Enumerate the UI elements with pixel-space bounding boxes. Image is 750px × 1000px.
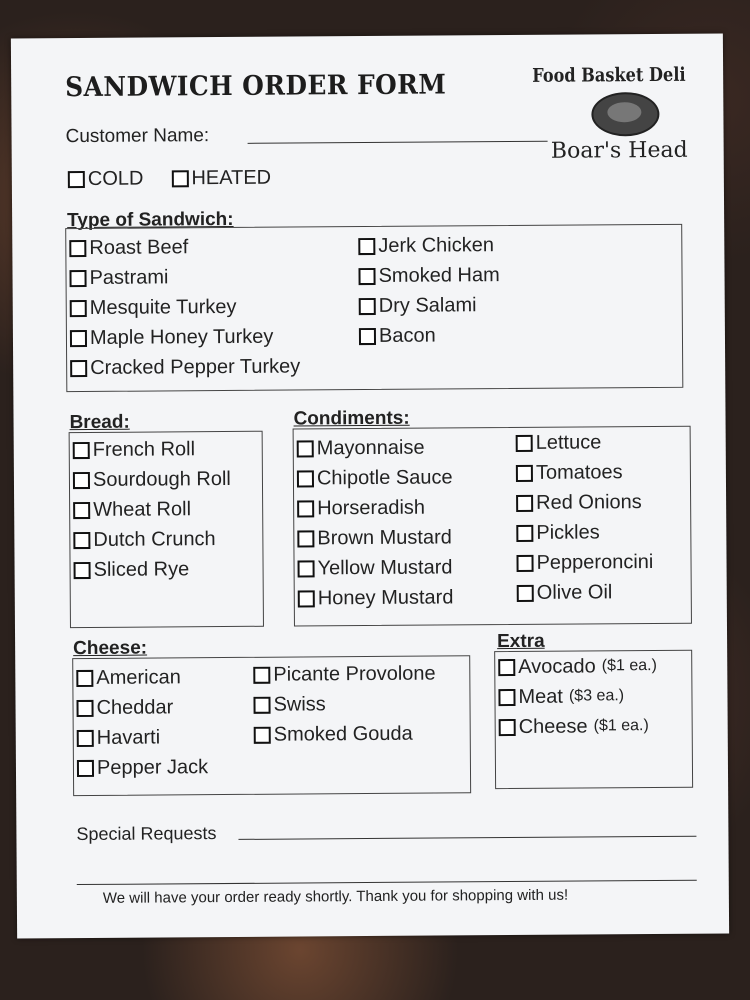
extra-panel [494,650,693,789]
price-label: ($1 ea.) [593,717,649,735]
checkbox-icon [359,327,376,344]
checkbox-icon [358,237,375,254]
checkbox-label: French Roll [92,437,196,461]
checkbox-icon [69,239,86,256]
checkbox-label: American [96,665,181,689]
checkbox-icon [73,531,90,548]
checkbox-wheat-roll[interactable] [73,494,231,525]
checkbox-bacon[interactable] [359,320,500,351]
checkbox-icon [77,729,94,746]
cheese-panel [72,655,471,796]
cheese-col1 [76,662,208,783]
checkbox-dutch-crunch[interactable] [73,524,231,555]
temperature-options [68,163,271,194]
checkbox-icon [76,699,93,716]
condiments-panel [293,426,692,627]
checkbox-icon [516,554,533,571]
checkbox-icon [498,658,515,675]
checkbox-icon [298,560,315,577]
checkbox-meat[interactable] [498,681,657,712]
checkbox-brown-mustard[interactable] [297,522,453,553]
checkbox-icon [498,688,515,705]
checkbox-icon [516,524,533,541]
price-label: ($3 ea.) [568,687,625,705]
checkbox-label: Swiss [273,692,326,716]
checkbox-honey-mustard[interactable] [298,582,454,613]
checkbox-heated[interactable] [171,163,271,194]
checkbox-roast-beef[interactable] [69,231,299,263]
customer-name-field[interactable] [248,141,548,144]
checkbox-label: Honey Mustard [317,585,454,609]
checkbox-maple-honey-turkey[interactable] [70,321,300,353]
checkbox-icon [516,434,533,451]
sandwich-panel [65,224,683,392]
checkbox-olive-oil[interactable] [517,577,654,608]
checkbox-label: Red Onions [536,490,642,514]
order-form-paper [11,34,729,939]
checkbox-havarti[interactable] [77,722,208,753]
checkbox-icon [73,471,90,488]
sandwich-col2 [358,230,500,351]
checkbox-horseradish[interactable] [297,492,453,523]
checkbox-french-roll[interactable] [73,434,231,465]
form-title: SANDWICH ORDER FORM [65,69,447,104]
checkbox-label: HEATED [191,166,272,189]
checkbox-icon [76,669,93,686]
checkbox-pepperoncini[interactable] [516,547,653,578]
checkbox-icon [359,297,376,314]
checkbox-label: Pepperoncini [536,550,654,574]
boars-head-logo-text: Boar's Head [550,137,688,164]
checkbox-label: Lettuce [535,430,602,454]
checkbox-mayonnaise[interactable] [297,432,453,463]
checkbox-icon [253,696,270,713]
checkbox-cheddar[interactable] [76,692,207,723]
bread-panel [69,431,264,628]
checkbox-icon [70,299,87,316]
checkbox-picante-provolone[interactable] [253,659,436,690]
checkbox-icon [358,267,375,284]
checkbox-smoked-ham[interactable] [358,260,499,291]
bread-section-title: Bread: [69,411,130,434]
checkbox-label: Bacon [378,324,436,347]
checkbox-cheese-extra[interactable] [499,711,658,742]
checkbox-cracked-pepper-turkey[interactable] [70,351,300,383]
checkbox-pepper-jack[interactable] [77,752,208,783]
checkbox-label: Meat [518,685,564,708]
checkbox-icon [171,170,188,187]
special-requests-field-line2[interactable] [77,880,697,885]
checkbox-icon [73,501,90,518]
checkbox-label: Mayonnaise [316,436,425,459]
checkbox-label: Tomatoes [535,460,623,484]
sandwich-col1 [69,231,300,383]
checkbox-jerk-chicken[interactable] [358,230,499,261]
checkbox-label: Cracked Pepper Turkey [90,354,301,379]
checkbox-label: Chipotle Sauce [316,465,453,489]
checkbox-sourdough-roll[interactable] [73,464,231,495]
checkbox-icon [499,718,516,735]
checkbox-icon [253,666,270,683]
checkbox-label: Dutch Crunch [93,527,216,551]
checkbox-icon [69,269,86,286]
checkbox-icon [77,759,94,776]
checkbox-label: Mesquite Turkey [89,295,237,319]
checkbox-label: Havarti [96,725,161,749]
checkbox-icon [70,359,87,376]
checkbox-icon [517,584,534,601]
checkbox-label: Cheddar [96,695,174,719]
checkbox-label: Sliced Rye [93,557,190,581]
checkbox-label: Dry Salami [378,293,477,317]
checkbox-icon [297,440,314,457]
checkbox-tomatoes[interactable] [516,457,653,488]
condiments-col2 [516,427,654,608]
footer-message: We will have your order ready shortly. Thank you for shopping with us! [102,886,569,907]
extra-list [498,651,657,742]
sandwich-section-title: Type of Sandwich: [67,208,234,232]
extra-section-title: Extra [497,630,545,653]
boars-head-logo-icon [591,92,659,136]
checkbox-label: Jerk Chicken [378,233,495,257]
checkbox-label: Cheese [518,714,588,738]
checkbox-label: Maple Honey Turkey [89,325,274,349]
checkbox-icon [297,530,314,547]
checkbox-icon [70,329,87,346]
checkbox-smoked-gouda[interactable] [254,719,437,750]
checkbox-label: Smoked Ham [378,263,500,287]
condiments-col1 [297,432,454,613]
checkbox-avocado[interactable] [498,651,657,682]
checkbox-icon [298,590,315,607]
checkbox-lettuce[interactable] [516,427,653,458]
checkbox-icon [68,170,85,187]
checkbox-yellow-mustard[interactable] [297,552,453,583]
checkbox-red-onions[interactable] [516,487,653,518]
checkbox-mesquite-turkey[interactable] [70,291,300,323]
checkbox-icon [297,500,314,517]
checkbox-label: Pepper Jack [96,755,209,779]
checkbox-label: Avocado [518,654,596,678]
checkbox-icon [516,494,533,511]
cheese-col2 [253,659,436,750]
checkbox-label: Smoked Gouda [273,722,413,746]
checkbox-pastrami[interactable] [69,261,299,293]
checkbox-icon [74,561,91,578]
checkbox-label: Sourdough Roll [92,467,231,491]
checkbox-label: Olive Oil [536,580,613,604]
bread-list [73,434,232,585]
checkbox-label: Brown Mustard [317,525,452,549]
checkbox-dry-salami[interactable] [359,290,500,321]
checkbox-label: Horseradish [317,496,426,519]
checkbox-cold[interactable] [68,164,144,195]
deli-logo-text: Food Basket Deli [531,63,686,87]
checkbox-american[interactable] [76,662,207,693]
checkbox-label: Picante Provolone [273,662,436,686]
customer-name-label: Customer Name: [65,125,210,148]
special-requests-field[interactable] [238,836,696,840]
condiments-section-title: Condiments: [293,407,410,430]
checkbox-label: Roast Beef [89,235,189,259]
checkbox-label: Wheat Roll [93,497,192,521]
checkbox-sliced-rye[interactable] [73,554,231,585]
checkbox-icon [254,726,271,743]
special-requests-label: Special Requests [76,823,217,845]
checkbox-label: COLD [87,167,144,190]
checkbox-label: Yellow Mustard [317,555,453,579]
checkbox-icon [73,441,90,458]
checkbox-icon [297,470,314,487]
checkbox-pickles[interactable] [516,517,653,548]
checkbox-label: Pastrami [89,265,169,289]
checkbox-label: Pickles [536,520,600,544]
checkbox-swiss[interactable] [253,689,436,720]
checkbox-chipotle-sauce[interactable] [297,462,453,493]
price-label: ($1 ea.) [601,657,657,675]
cheese-section-title: Cheese: [73,637,148,660]
checkbox-icon [516,464,533,481]
